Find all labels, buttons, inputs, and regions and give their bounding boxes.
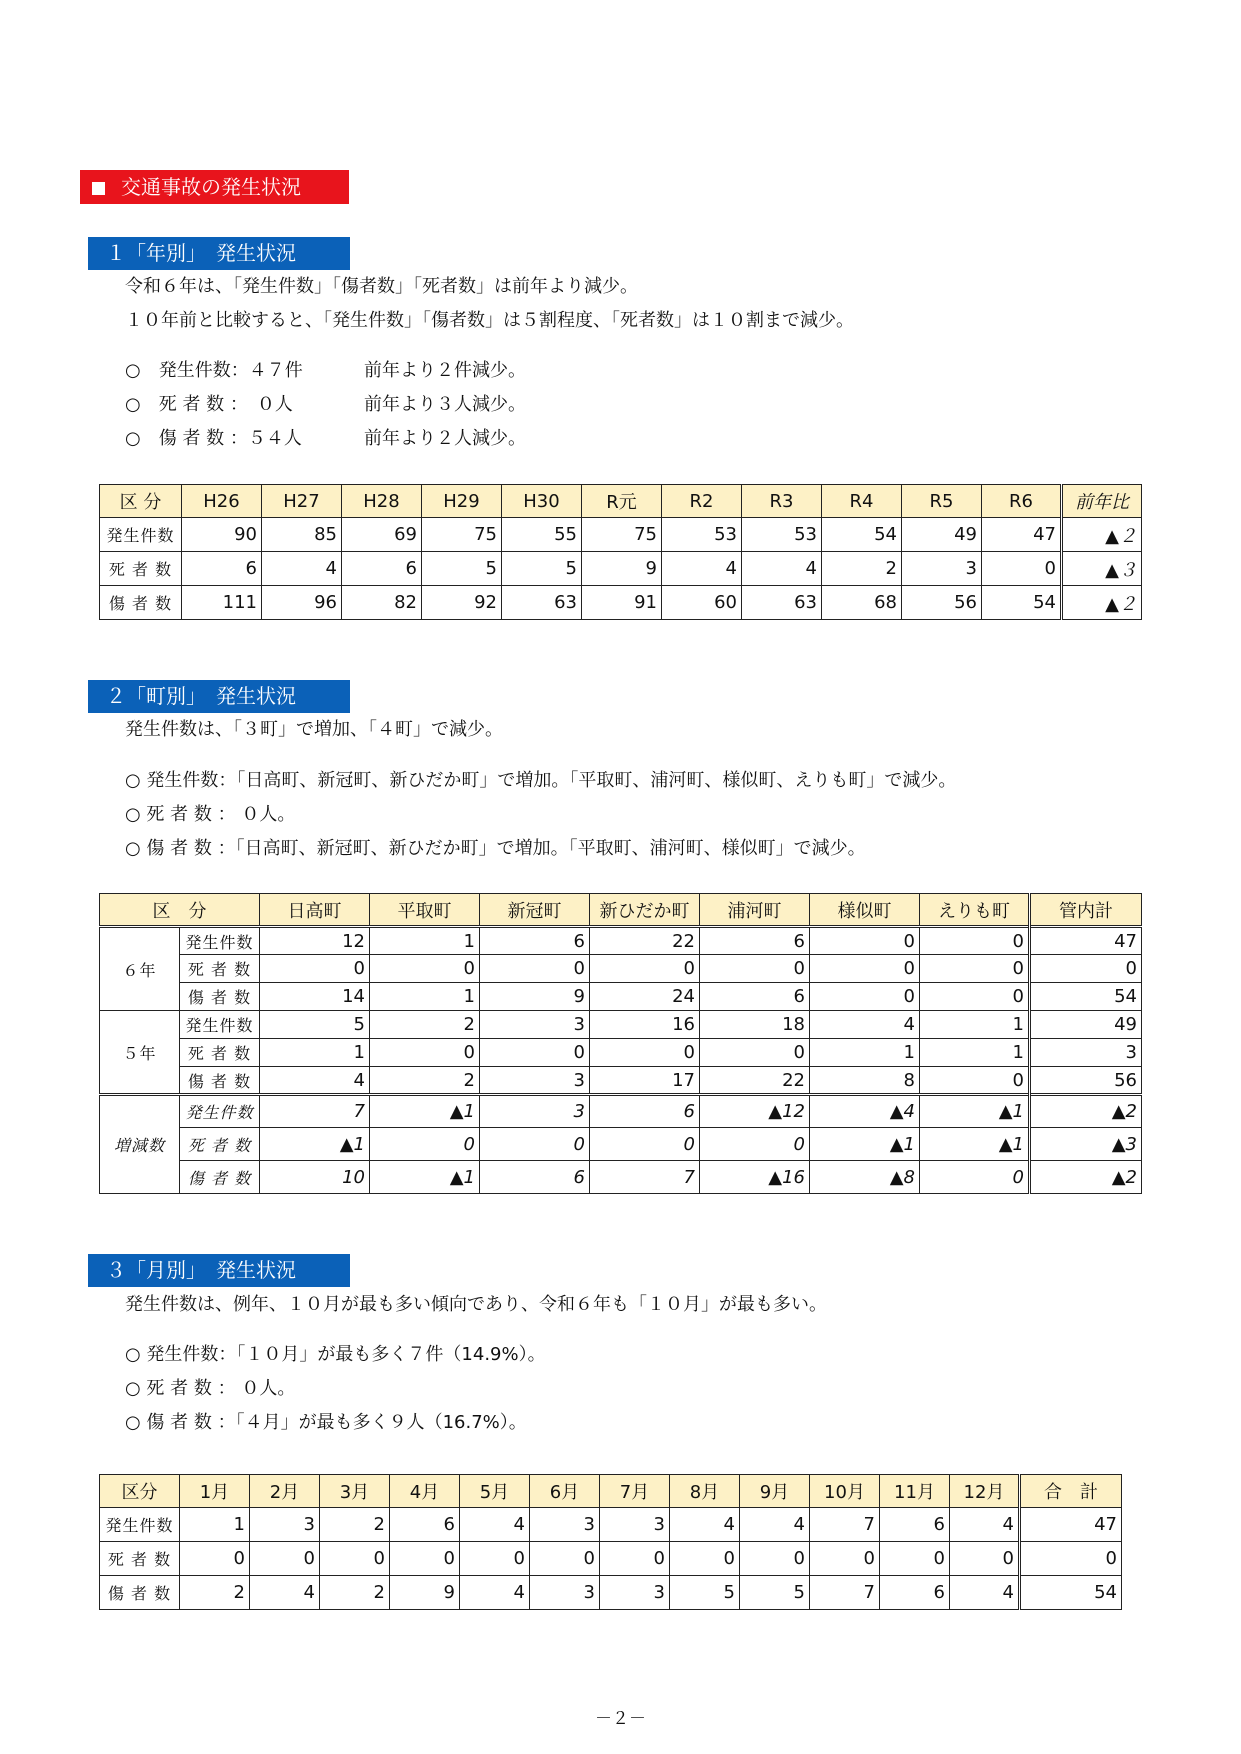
table-cell: 5	[260, 1011, 370, 1039]
table-cell: 10	[260, 1161, 370, 1194]
section2-title: ２「町別」 発生状況	[88, 680, 350, 713]
table-cell: 0	[670, 1542, 740, 1576]
yearly-header-cell: 区 分	[100, 485, 182, 518]
table-cell: 0	[370, 955, 480, 983]
table-cell: ▲2	[1030, 1161, 1142, 1194]
yearly-header-cell: H29	[422, 485, 502, 518]
table-cell: 2	[370, 1067, 480, 1095]
table-cell: 22	[700, 1067, 810, 1095]
table-cell: 69	[342, 518, 422, 552]
section3-title: ３「月別」 発生状況	[88, 1254, 350, 1287]
table-cell: ▲２	[1062, 518, 1142, 552]
table-cell: 0	[590, 1128, 700, 1161]
section1-bullet-1-note: 前年より２件減少。	[364, 360, 526, 381]
row-label: 発生件数	[180, 1095, 260, 1128]
table-cell: 7	[810, 1508, 880, 1542]
table-cell: 0	[950, 1542, 1020, 1576]
table-cell: 47	[1030, 927, 1142, 955]
table-cell: 4	[460, 1508, 530, 1542]
table-cell: 91	[582, 586, 662, 620]
table-cell: 4	[260, 1067, 370, 1095]
table-cell: 0	[810, 927, 920, 955]
table-cell: 6	[700, 983, 810, 1011]
table-cell: 0	[1020, 1542, 1122, 1576]
town-header-cell: 浦河町	[700, 894, 810, 927]
main-title: 交通事故の発生状況	[80, 170, 349, 204]
table-cell: 63	[502, 586, 582, 620]
town-header-cell: 新冠町	[480, 894, 590, 927]
table-cell: 0	[920, 1067, 1030, 1095]
table-cell: 0	[590, 955, 700, 983]
table-row	[100, 1161, 1142, 1194]
table-cell: 1	[810, 1039, 920, 1067]
table-cell: 111	[182, 586, 262, 620]
table-cell: 7	[590, 1161, 700, 1194]
section3-line-1: 発生件数は、例年、１０月が最も多い傾向であり、令和６年も「１０月」が最も多い。	[125, 1294, 827, 1315]
table-cell: ▲16	[700, 1161, 810, 1194]
table-cell: 4	[950, 1508, 1020, 1542]
monthly-header-cell: 2月	[250, 1475, 320, 1508]
table-cell: 12	[260, 927, 370, 955]
table-cell: ▲1	[260, 1128, 370, 1161]
table-cell: 6	[880, 1508, 950, 1542]
section2-bullet-1: ○ 発生件数：「日高町、新冠町、新ひだか町」で増加。「平取町、浦河町、様似町、えりも町」で減少。	[125, 770, 957, 791]
group-label: 増減数	[100, 1095, 180, 1194]
monthly-header-row	[100, 1475, 1122, 1508]
table-cell: ▲4	[810, 1095, 920, 1128]
monthly-header-cell: 3月	[320, 1475, 390, 1508]
table-cell: 7	[810, 1576, 880, 1610]
table-cell: 6	[342, 552, 422, 586]
row-label: 傷 者 数	[100, 1576, 180, 1610]
table-cell: 0	[320, 1542, 390, 1576]
table-row	[100, 1039, 1142, 1067]
table-cell: 3	[600, 1508, 670, 1542]
section3-bullet-3: ○ 傷 者 数 ：「４月」が最も多く９人（16.7%）。	[125, 1412, 527, 1433]
table-cell: 0	[700, 1039, 810, 1067]
monthly-header-cell: 1月	[180, 1475, 250, 1508]
row-label: 死 者 数	[180, 955, 260, 983]
table-cell: 6	[880, 1576, 950, 1610]
table-cell: 5	[740, 1576, 810, 1610]
table-cell: 1	[370, 927, 480, 955]
section1-line-1: 令和６年は、「発生件数」「傷者数」「死者数」は前年より減少。	[125, 276, 638, 297]
yearly-header-cell: H26	[182, 485, 262, 518]
table-cell: ▲12	[700, 1095, 810, 1128]
table-cell: 0	[810, 955, 920, 983]
table-cell: 0	[700, 1128, 810, 1161]
table-cell: ▲２	[1062, 586, 1142, 620]
table-cell: 2	[370, 1011, 480, 1039]
table-cell: 56	[902, 586, 982, 620]
table-cell: 5	[502, 552, 582, 586]
table-cell: 54	[822, 518, 902, 552]
table-cell: 54	[1030, 983, 1142, 1011]
yearly-table	[99, 484, 1142, 620]
table-cell: 47	[1020, 1508, 1122, 1542]
table-cell: 4	[262, 552, 342, 586]
table-cell: 0	[480, 1128, 590, 1161]
section1-line-2: １０年前と比較すると、「発生件数」「傷者数」は５割程度、「死者数」は１０割まで減少。	[125, 310, 854, 331]
table-row	[100, 983, 1142, 1011]
table-row	[100, 1095, 1142, 1128]
row-label: 傷 者 数	[180, 1067, 260, 1095]
town-header-cell: 様似町	[810, 894, 920, 927]
monthly-header-cell: 区分	[100, 1475, 180, 1508]
section2-bullet-3: ○ 傷 者 数 ：「日高町、新冠町、新ひだか町」で増加。「平取町、浦河町、様似町」で減少。	[125, 838, 866, 859]
table-cell: 68	[822, 586, 902, 620]
table-cell: ▲1	[810, 1128, 920, 1161]
table-cell: 55	[502, 518, 582, 552]
table-cell: 0	[390, 1542, 460, 1576]
section2-bullet-2: ○ 死 者 数 ： ０人。	[125, 804, 296, 825]
table-cell: ▲1	[920, 1128, 1030, 1161]
section1-bullet-2-note: 前年より３人減少。	[364, 394, 526, 415]
row-label: 死 者 数	[180, 1128, 260, 1161]
yearly-header-cell: R4	[822, 485, 902, 518]
table-cell: 6	[390, 1508, 460, 1542]
yearly-header-cell: R3	[742, 485, 822, 518]
yearly-header-cell: H28	[342, 485, 422, 518]
town-header-cell: 管内計	[1030, 894, 1142, 927]
table-cell: 4	[250, 1576, 320, 1610]
town-header-row	[100, 894, 1142, 927]
town-header-cell: 区 分	[100, 894, 260, 927]
table-cell: 0	[590, 1039, 700, 1067]
table-cell: 6	[480, 927, 590, 955]
table-cell: ▲1	[370, 1095, 480, 1128]
row-label: 傷 者 数	[100, 586, 182, 620]
monthly-header-cell: 11月	[880, 1475, 950, 1508]
table-cell: 0	[180, 1542, 250, 1576]
table-cell: 85	[262, 518, 342, 552]
yearly-header-row	[100, 485, 1142, 518]
yearly-header-cell: H27	[262, 485, 342, 518]
section3-bullet-2: ○ 死 者 数 ： ０人。	[125, 1378, 296, 1399]
table-cell: 4	[740, 1508, 810, 1542]
table-cell: 96	[262, 586, 342, 620]
table-cell: 0	[600, 1542, 670, 1576]
table-cell: 0	[460, 1542, 530, 1576]
table-row	[100, 552, 1142, 586]
table-cell: 6	[590, 1095, 700, 1128]
table-cell: 49	[902, 518, 982, 552]
table-cell: 90	[182, 518, 262, 552]
table-cell: 16	[590, 1011, 700, 1039]
table-row	[100, 1508, 1122, 1542]
table-cell: ▲1	[920, 1095, 1030, 1128]
table-cell: 0	[260, 955, 370, 983]
table-cell: 0	[480, 1039, 590, 1067]
monthly-header-cell: 5月	[460, 1475, 530, 1508]
monthly-header-cell: 7月	[600, 1475, 670, 1508]
table-cell: 0	[982, 552, 1062, 586]
table-row	[100, 927, 1142, 955]
table-cell: 3	[1030, 1039, 1142, 1067]
table-cell: 53	[742, 518, 822, 552]
table-row	[100, 955, 1142, 983]
table-cell: 0	[530, 1542, 600, 1576]
table-cell: 5	[670, 1576, 740, 1610]
yearly-header-cell: R2	[662, 485, 742, 518]
table-cell: 92	[422, 586, 502, 620]
yearly-header-cell: H30	[502, 485, 582, 518]
table-cell: 7	[260, 1095, 370, 1128]
table-cell: 9	[480, 983, 590, 1011]
table-cell: 4	[670, 1508, 740, 1542]
table-cell: 0	[920, 927, 1030, 955]
town-header-cell: えりも町	[920, 894, 1030, 927]
table-cell: 0	[880, 1542, 950, 1576]
table-cell: 2	[320, 1508, 390, 1542]
table-cell: 0	[370, 1128, 480, 1161]
table-cell: 75	[422, 518, 502, 552]
table-cell: 2	[320, 1576, 390, 1610]
row-label: 傷 者 数	[180, 1161, 260, 1194]
town-table	[99, 893, 1142, 1194]
section1-title: １「年別」 発生状況	[88, 237, 350, 270]
section3-bullet-1: ○ 発生件数：「１０月」が最も多く７件（14.9%）。	[125, 1344, 546, 1365]
table-cell: 1	[180, 1508, 250, 1542]
table-cell: 54	[1020, 1576, 1122, 1610]
row-label: 発生件数	[100, 1508, 180, 1542]
table-cell: 0	[920, 1161, 1030, 1194]
table-cell: 6	[480, 1161, 590, 1194]
row-label: 発生件数	[180, 927, 260, 955]
town-header-cell: 新ひだか町	[590, 894, 700, 927]
section1-bullet-3: ○ 傷 者 数 ：５４人	[125, 428, 302, 449]
yearly-header-cell: R6	[982, 485, 1062, 518]
table-cell: 1	[370, 983, 480, 1011]
table-cell: 54	[982, 586, 1062, 620]
row-label: 死 者 数	[180, 1039, 260, 1067]
table-cell: 0	[1030, 955, 1142, 983]
table-cell: 3	[530, 1508, 600, 1542]
table-cell: 18	[700, 1011, 810, 1039]
table-cell: 49	[1030, 1011, 1142, 1039]
table-cell: 17	[590, 1067, 700, 1095]
monthly-header-cell: 12月	[950, 1475, 1020, 1508]
table-cell: 4	[810, 1011, 920, 1039]
row-label: 傷 者 数	[180, 983, 260, 1011]
table-cell: 53	[662, 518, 742, 552]
table-row	[100, 1576, 1122, 1610]
group-label: ５年	[100, 1011, 180, 1095]
monthly-header-cell: 合 計	[1020, 1475, 1122, 1508]
table-cell: 6	[700, 927, 810, 955]
table-cell: 9	[582, 552, 662, 586]
table-cell: 2	[822, 552, 902, 586]
yearly-header-cell: R5	[902, 485, 982, 518]
table-cell: 22	[590, 927, 700, 955]
table-row	[100, 1067, 1142, 1095]
table-cell: 0	[810, 983, 920, 1011]
row-label: 発生件数	[180, 1011, 260, 1039]
section2-line-1: 発生件数は、「３町」で増加、「４町」で減少。	[125, 719, 503, 740]
table-cell: 4	[950, 1576, 1020, 1610]
table-cell: 0	[480, 955, 590, 983]
monthly-header-cell: 8月	[670, 1475, 740, 1508]
row-label: 発生件数	[100, 518, 182, 552]
table-cell: 4	[460, 1576, 530, 1610]
table-cell: 4	[742, 552, 822, 586]
table-cell: ▲8	[810, 1161, 920, 1194]
table-row	[100, 586, 1142, 620]
square-bullet-icon	[92, 182, 105, 195]
page-number: －２－	[595, 1709, 646, 1729]
table-cell: 56	[1030, 1067, 1142, 1095]
table-cell: 3	[480, 1067, 590, 1095]
table-cell: ▲1	[370, 1161, 480, 1194]
table-cell: 3	[902, 552, 982, 586]
table-row	[100, 1128, 1142, 1161]
monthly-header-cell: 4月	[390, 1475, 460, 1508]
table-cell: 0	[810, 1542, 880, 1576]
table-cell: 8	[810, 1067, 920, 1095]
table-cell: 47	[982, 518, 1062, 552]
table-cell: 4	[662, 552, 742, 586]
table-cell: 3	[530, 1576, 600, 1610]
table-cell: 1	[920, 1011, 1030, 1039]
table-cell: 0	[920, 983, 1030, 1011]
table-cell: 75	[582, 518, 662, 552]
table-cell: 14	[260, 983, 370, 1011]
table-cell: ▲3	[1030, 1128, 1142, 1161]
table-cell: 1	[920, 1039, 1030, 1067]
table-cell: 3	[480, 1011, 590, 1039]
section1-bullet-2: ○ 死 者 数 ： ０人	[125, 394, 293, 415]
section1-bullet-3-note: 前年より２人減少。	[364, 428, 526, 449]
yearly-header-cell: 前年比	[1062, 485, 1142, 518]
table-cell: 6	[182, 552, 262, 586]
monthly-header-cell: 6月	[530, 1475, 600, 1508]
group-label: ６年	[100, 927, 180, 1011]
table-row	[100, 1011, 1142, 1039]
table-cell: 24	[590, 983, 700, 1011]
table-cell: 0	[740, 1542, 810, 1576]
row-label: 死 者 数	[100, 552, 182, 586]
table-cell: 5	[422, 552, 502, 586]
table-cell: 0	[370, 1039, 480, 1067]
table-cell: ▲2	[1030, 1095, 1142, 1128]
table-cell: 3	[600, 1576, 670, 1610]
town-header-cell: 平取町	[370, 894, 480, 927]
table-cell: 3	[250, 1508, 320, 1542]
table-cell: 82	[342, 586, 422, 620]
yearly-header-cell: R元	[582, 485, 662, 518]
table-cell: 60	[662, 586, 742, 620]
table-cell: 0	[700, 955, 810, 983]
monthly-table	[99, 1474, 1122, 1610]
table-row	[100, 518, 1142, 552]
table-cell: ▲３	[1062, 552, 1142, 586]
table-cell: 1	[260, 1039, 370, 1067]
monthly-header-cell: 10月	[810, 1475, 880, 1508]
table-cell: 2	[180, 1576, 250, 1610]
table-cell: 9	[390, 1576, 460, 1610]
table-cell: 0	[250, 1542, 320, 1576]
table-row	[100, 1542, 1122, 1576]
table-cell: 63	[742, 586, 822, 620]
row-label: 死 者 数	[100, 1542, 180, 1576]
table-cell: 0	[920, 955, 1030, 983]
table-cell: 3	[480, 1095, 590, 1128]
monthly-header-cell: 9月	[740, 1475, 810, 1508]
town-header-cell: 日高町	[260, 894, 370, 927]
section1-bullet-1: ○ 発生件数：４７件	[125, 360, 303, 381]
